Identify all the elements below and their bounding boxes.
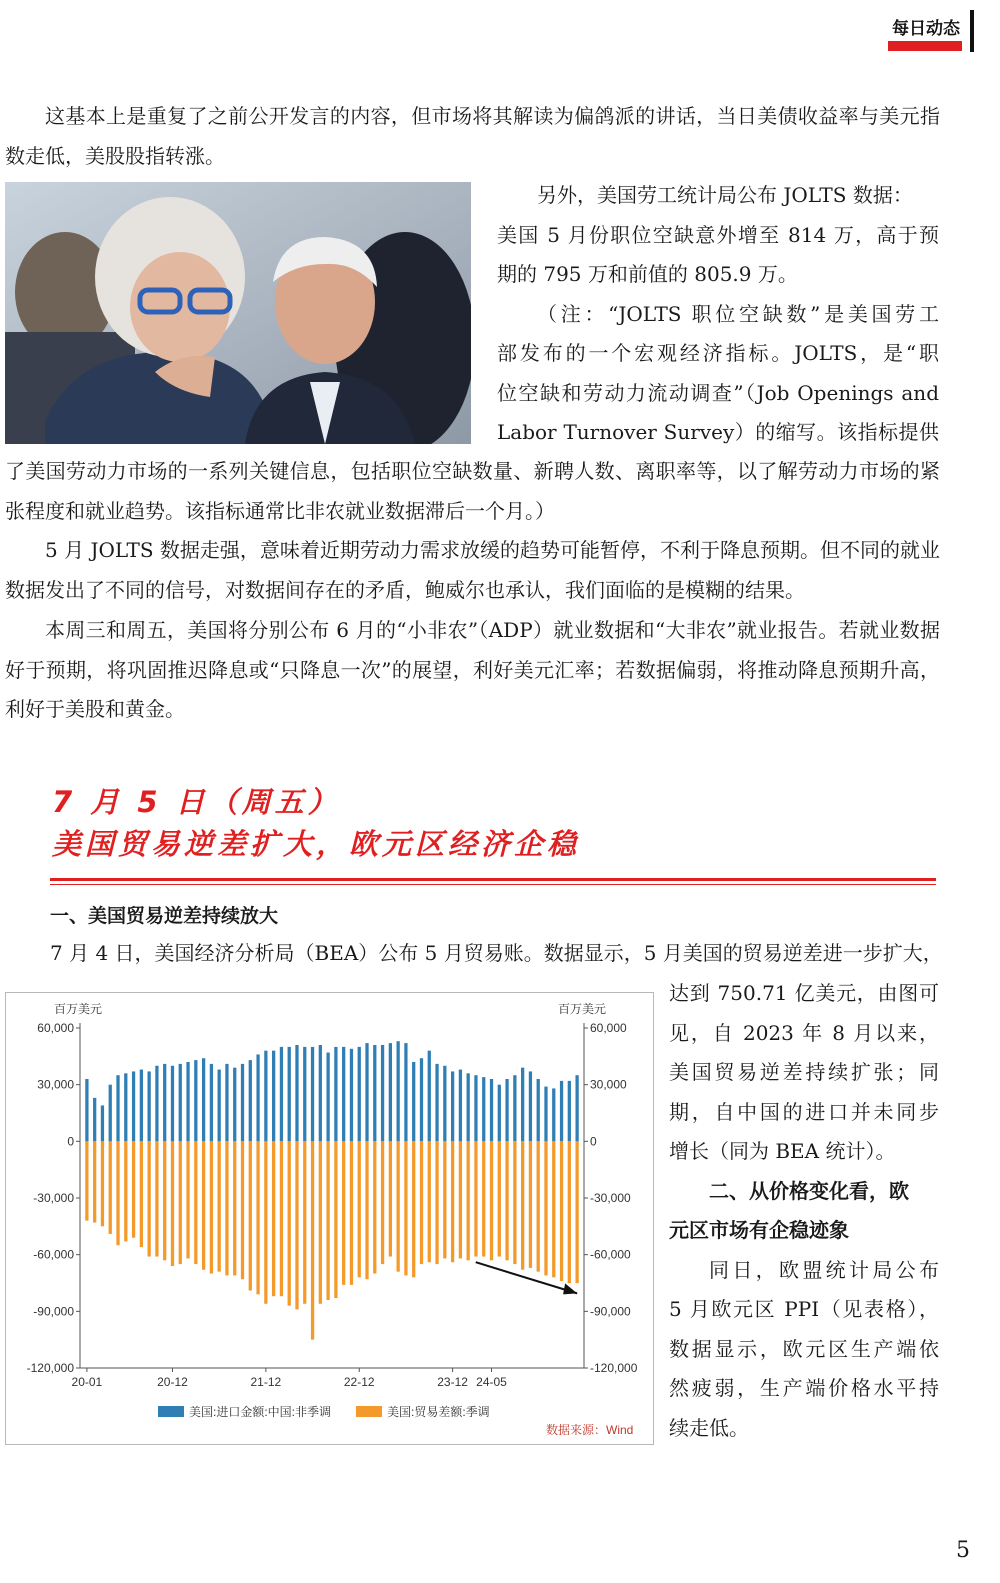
right-line-3: 美国贸易逆差持续扩张；同	[669, 1060, 939, 1084]
trade-balance-bar	[490, 1141, 493, 1260]
y-tick-label-right: -60,000	[590, 1247, 631, 1262]
trade-balance-bar	[319, 1141, 322, 1303]
trade-balance-bar	[365, 1141, 368, 1279]
import-china-bar	[116, 1075, 119, 1141]
import-china-bar	[459, 1070, 462, 1142]
trade-balance-bar	[210, 1141, 213, 1273]
legend-label-import: 美国:进口金额:中国:非季调	[189, 1405, 332, 1419]
import-china-bar	[225, 1064, 228, 1141]
y-tick-label-right: 30,000	[590, 1077, 627, 1092]
trade-balance-bar	[124, 1141, 127, 1241]
trade-balance-bar	[358, 1141, 361, 1277]
trend-arrow-head	[563, 1283, 577, 1294]
trade-balance-bar	[451, 1141, 454, 1262]
import-china-bar	[381, 1045, 384, 1141]
section-label: 每日动态	[892, 19, 960, 39]
right-line-5: 增长（同为 BEA 统计）。	[669, 1139, 896, 1163]
import-china-bar	[171, 1066, 174, 1142]
import-china-bar	[326, 1053, 329, 1142]
import-china-bar	[179, 1064, 182, 1141]
trade-balance-bar	[397, 1141, 400, 1271]
y-tick-label-left: -60,000	[33, 1247, 74, 1262]
chart-svg	[6, 993, 653, 1444]
trade-balance-bar	[194, 1141, 197, 1264]
import-china-bar	[272, 1051, 275, 1142]
import-china-bar	[350, 1049, 353, 1142]
right2-line-1: 同日，欧盟统计局公布	[709, 1257, 939, 1282]
trade-balance-bar	[505, 1141, 508, 1260]
y-tick-label-right: -90,000	[590, 1304, 631, 1319]
side-line-6: 位空缺和劳动力流动调查”（Job Openings and	[497, 380, 939, 405]
photo-side-text	[497, 176, 939, 453]
import-china-bar	[109, 1085, 112, 1142]
trade-balance-bar	[225, 1141, 228, 1275]
right-line-4: 期，自中国的进口并未同步	[669, 1099, 939, 1124]
import-china-bar	[264, 1051, 267, 1142]
legend-swatch-balance	[356, 1406, 382, 1417]
side-line-5: 部发布的一个宏观经济指标。JOLTS，是“职	[497, 341, 939, 365]
trade-balance-bar	[381, 1141, 384, 1264]
import-china-bar	[389, 1043, 392, 1141]
import-china-bar	[319, 1045, 322, 1141]
import-china-bar	[428, 1051, 431, 1142]
trade-balance-bar	[116, 1141, 119, 1245]
import-china-bar	[148, 1071, 151, 1141]
header-black-bar	[970, 10, 974, 52]
import-china-bar	[85, 1079, 88, 1141]
chart-source: 数据来源：Wind	[546, 1423, 634, 1437]
y-tick-label-right: -30,000	[590, 1191, 631, 1205]
import-china-bar	[420, 1058, 423, 1141]
trade-balance-bar	[334, 1141, 337, 1298]
trade-balance-bar	[233, 1141, 236, 1275]
import-china-bar	[404, 1043, 407, 1141]
trade-balance-bar	[249, 1141, 252, 1290]
trade-balance-bar	[482, 1141, 485, 1256]
import-china-bar	[163, 1064, 166, 1141]
trade-balance-bar	[459, 1141, 462, 1258]
import-china-bar	[194, 1060, 197, 1141]
trade-balance-bar	[288, 1141, 291, 1305]
import-china-bar	[334, 1047, 337, 1141]
page-number: 5	[956, 1538, 970, 1563]
y-tick-label-left: -120,000	[26, 1361, 74, 1375]
trade-balance-bar	[529, 1141, 532, 1268]
y-tick-label-right: 60,000	[590, 1021, 627, 1035]
y-tick-label-left: 60,000	[37, 1021, 74, 1035]
import-china-bar	[186, 1062, 189, 1141]
import-china-bar	[529, 1071, 532, 1141]
trade-balance-bar	[560, 1141, 563, 1281]
side-line-1: 另外，美国劳工统计局公布 JOLTS 数据：	[537, 183, 913, 207]
x-tick-label: 20-01	[71, 1375, 103, 1389]
y-tick-label-left: 30,000	[37, 1077, 74, 1092]
legend-label-balance: 美国:贸易差额:季调	[387, 1405, 490, 1419]
trade-balance-bar	[186, 1141, 189, 1258]
import-china-bar	[140, 1070, 143, 1142]
import-china-bar	[513, 1075, 516, 1141]
import-china-bar	[451, 1071, 454, 1141]
import-china-bar	[373, 1045, 376, 1141]
trade-balance-bar	[443, 1141, 446, 1258]
subheading-2-line-1: 二、从价格变化看，欧	[709, 1178, 909, 1203]
trade-balance-bar	[420, 1141, 423, 1264]
import-china-bar	[505, 1079, 508, 1141]
trade-balance-bar	[218, 1141, 221, 1271]
right2-line-3: 数据显示，欧元区生产端依	[669, 1336, 939, 1361]
import-china-bar	[93, 1098, 96, 1141]
photo-illustration	[5, 182, 471, 444]
trade-balance-bar	[428, 1141, 431, 1262]
trade-balance-bar	[132, 1141, 135, 1237]
trade-balance-bar	[202, 1141, 205, 1269]
trade-balance-bar	[140, 1141, 143, 1247]
import-china-bar	[155, 1066, 158, 1142]
section-title-date: 7 月 5 日（周五）	[52, 785, 341, 819]
import-china-bar	[498, 1085, 501, 1142]
x-tick-label: 23-12	[437, 1375, 468, 1389]
y-tick-label-left: -30,000	[33, 1191, 74, 1205]
trade-balance-bar	[435, 1141, 438, 1264]
chart-side-text	[669, 974, 939, 1448]
trade-balance-bar	[513, 1141, 516, 1264]
import-china-bar	[443, 1066, 446, 1142]
left-axis-unit: 百万美元	[54, 1002, 103, 1016]
import-china-bar	[202, 1058, 205, 1141]
trade-balance-bar	[264, 1141, 267, 1303]
side-line-7: Labor Turnover Survey）的缩写。该指标提供	[497, 420, 939, 444]
paragraph-1: 这基本上是重复了之前公开发言的内容，但市场将其解读为偏鸽派的讲话，当日美债收益率与美元指数走低，美股股指转涨。	[5, 104, 940, 168]
trade-balance-bar	[389, 1141, 392, 1256]
import-china-bar	[241, 1064, 244, 1141]
x-tick-label: 24-05	[476, 1375, 507, 1389]
trade-balance-bar	[412, 1141, 415, 1277]
note-continuation: 了美国劳动力市场的一系列关键信息，包括职位空缺数量、新聘人数、离职率等，以了解劳动力市场的紧张程度和就业趋势。该指标通常比非农就业数据滞后一个月。）	[5, 459, 940, 523]
side-line-2: 美国 5 月份职位空缺意外增至 814 万，高于预	[497, 222, 939, 247]
import-china-bar	[560, 1081, 563, 1141]
paragraph-3: 5 月 JOLTS 数据走强，意味着近期劳动力需求放缓的趋势可能暂停，不利于降息预期。但不同的就业数据发出了不同的信号，对数据间存在的矛盾，鲍威尔也承认，我们面临的是模糊的结果。	[5, 538, 940, 602]
trade-balance-bar	[521, 1141, 524, 1269]
right2-line-5: 续走低。	[669, 1415, 749, 1440]
import-china-bar	[435, 1064, 438, 1141]
legend-swatch-import	[158, 1406, 184, 1417]
right2-line-4: 然疲弱，生产端价格水平持	[669, 1376, 939, 1400]
title-rule	[50, 878, 936, 881]
trade-balance-bar	[575, 1141, 578, 1283]
y-tick-label-left: 0	[67, 1134, 74, 1149]
trade-balance-bar	[474, 1141, 477, 1256]
import-china-bar	[490, 1079, 493, 1141]
trade-balance-bar	[295, 1141, 298, 1309]
trade-balance-bar	[544, 1141, 547, 1275]
subheading-1: 一、美国贸易逆差持续放大	[50, 905, 279, 927]
trade-balance-bar	[552, 1141, 555, 1277]
subheading-2-line-2: 元区市场有企稳迹象	[669, 1218, 849, 1242]
import-china-bar	[537, 1079, 540, 1141]
right-line-1: 达到 750.71 亿美元，由图可	[669, 981, 939, 1005]
y-tick-label-right: -120,000	[590, 1361, 638, 1375]
x-tick-label: 20-12	[157, 1375, 188, 1389]
trade-balance-bar	[85, 1141, 88, 1220]
trade-balance-bar	[568, 1141, 571, 1283]
trade-balance-bar	[155, 1141, 158, 1256]
trade-balance-bar	[342, 1141, 345, 1285]
import-china-bar	[288, 1047, 291, 1141]
trade-balance-bar	[311, 1141, 314, 1339]
side-line-4: （注：“JOLTS 职位空缺数”是美国劳工	[537, 301, 939, 326]
right2-line-2: 5 月欧元区 PPI（见表格），	[669, 1297, 939, 1321]
trade-balance-bar	[256, 1141, 259, 1294]
import-china-bar	[412, 1062, 415, 1141]
import-china-bar	[303, 1047, 306, 1141]
right-line-2: 见，自 2023 年 8 月以来，	[669, 1020, 939, 1045]
paragraph-5-first-line: 7 月 4 日，美国经济分析局（BEA）公布 5 月贸易账。数据显示，5 月美国的贸易逆差进一步扩大，	[50, 941, 943, 965]
import-china-bar	[482, 1077, 485, 1141]
import-china-bar	[467, 1073, 470, 1141]
trade-balance-bar	[93, 1141, 96, 1222]
import-china-bar	[552, 1088, 555, 1141]
trade-balance-bar	[537, 1141, 540, 1271]
section-header	[888, 8, 976, 54]
import-china-bar	[218, 1070, 221, 1142]
trade-balance-bar	[179, 1141, 182, 1264]
import-china-bar	[575, 1075, 578, 1141]
import-china-bar	[249, 1060, 252, 1141]
trade-balance-bar	[241, 1141, 244, 1279]
import-china-bar	[233, 1068, 236, 1142]
trade-balance-bar	[350, 1141, 353, 1285]
trade-balance-bar	[109, 1141, 112, 1234]
import-china-bar	[295, 1045, 298, 1141]
import-china-bar	[342, 1047, 345, 1141]
import-china-bar	[474, 1075, 477, 1141]
import-china-bar	[311, 1047, 314, 1141]
import-china-bar	[521, 1068, 524, 1142]
import-china-bar	[256, 1054, 259, 1141]
trade-chart	[5, 992, 654, 1445]
trade-balance-bar	[498, 1141, 501, 1256]
import-china-bar	[568, 1081, 571, 1141]
header-red-bar	[888, 41, 962, 51]
import-china-bar	[132, 1071, 135, 1141]
trade-balance-bar	[326, 1141, 329, 1300]
section-title-headline: 美国贸易逆差扩大，欧元区经济企稳	[52, 827, 581, 861]
y-tick-label-left: -90,000	[33, 1304, 74, 1319]
trade-balance-bar	[467, 1141, 470, 1260]
import-china-bar	[280, 1047, 283, 1141]
trade-balance-bar	[101, 1141, 104, 1226]
trade-balance-bar	[404, 1141, 407, 1275]
import-china-bar	[365, 1043, 368, 1141]
import-china-bar	[124, 1073, 127, 1141]
x-tick-label: 22-12	[343, 1375, 375, 1389]
trade-balance-bar	[280, 1141, 283, 1296]
trade-balance-bar	[303, 1141, 306, 1303]
y-tick-label-right: 0	[590, 1134, 597, 1149]
right-axis-unit: 百万美元	[558, 1002, 607, 1016]
trade-balance-bar	[272, 1141, 275, 1296]
title-rule-thin	[50, 884, 936, 885]
trade-balance-bar	[373, 1141, 376, 1273]
side-line-3: 期的 795 万和前值的 805.9 万。	[497, 262, 798, 286]
import-china-bar	[397, 1041, 400, 1141]
paragraph-4: 本周三和周五，美国将分别公布 6 月的“小非农”（ADP）就业数据和“大非农”就业报告。若就业数据好于预期，将巩固推迟降息或“只降息一次”的展望，利好美元汇率；若数据偏弱，将推动降息预期升高，利好于美股和黄金。	[5, 618, 940, 721]
import-china-bar	[358, 1047, 361, 1141]
trade-balance-bar	[148, 1141, 151, 1256]
trade-balance-bar	[163, 1141, 166, 1260]
news-photo	[5, 182, 471, 444]
import-china-bar	[101, 1105, 104, 1141]
import-china-bar	[544, 1087, 547, 1142]
import-china-bar	[210, 1064, 213, 1141]
trade-balance-bar	[171, 1141, 174, 1266]
x-tick-label: 21-12	[250, 1375, 282, 1389]
